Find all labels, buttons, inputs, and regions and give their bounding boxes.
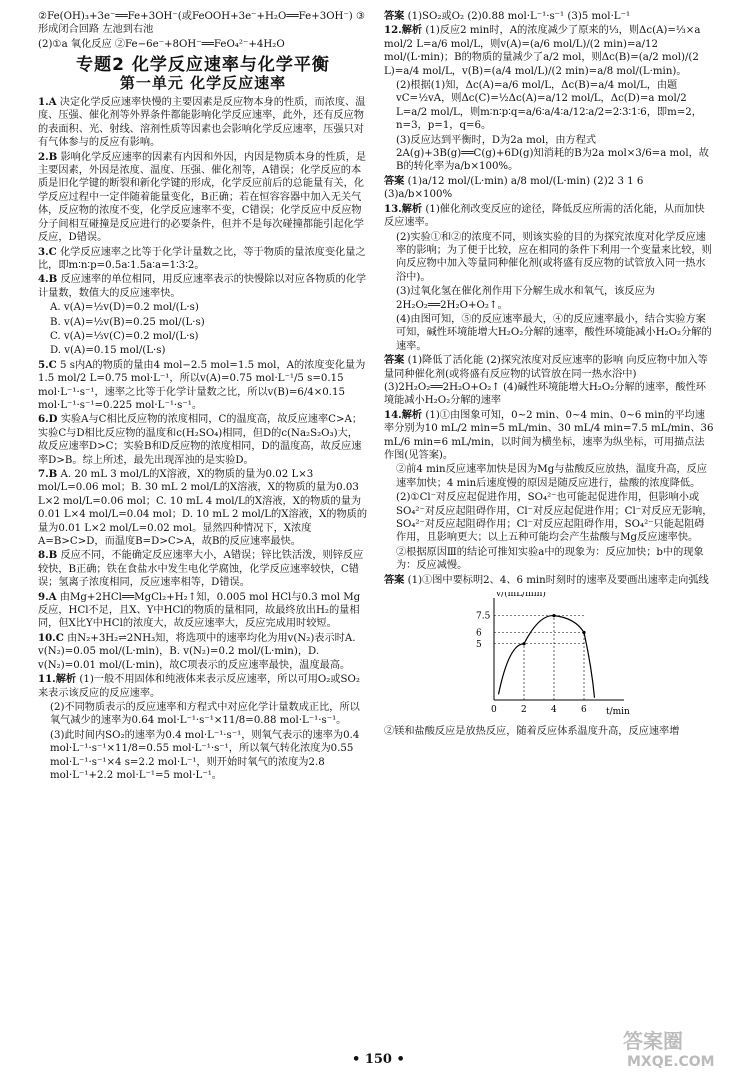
item-paragraph [38, 673, 368, 700]
item-paragraph [38, 549, 368, 589]
item-paragraph [38, 591, 368, 631]
x-tick-label: 0 [491, 705, 497, 716]
item-text: (1)一般不用固体和纯液体来表示反应速率，所以可用O₂或SO₂来表示该反应的反应速率。 [38, 674, 360, 699]
x-tick-label: 2 [521, 705, 527, 716]
x-tick-label: 6 [581, 705, 587, 716]
item-paragraph [384, 10, 714, 23]
item-paragraph [384, 491, 714, 545]
item-number: 答案 [384, 174, 405, 187]
item-text: 由Mg+2HCl══MgCl₂+H₂↑知，0.005 mol HCl与0.3 mol Mg反应，HCl不足，且X、Y中HCl的物质的量相同，故最终放出H₂的量相同，但X比Y中HCl的浓度大，故反应速率大，反应完成用时较短。 [38, 591, 361, 630]
item-paragraph [384, 546, 714, 573]
item-number: 14.解析 [384, 408, 423, 421]
page-number: • 150 • [352, 1052, 405, 1067]
item-paragraph [38, 359, 368, 413]
item-text: (1)催化剂改变反应的途径，降低反应所需的活化能，从而加快反应速率。 [384, 203, 705, 229]
item-paragraph [384, 285, 714, 312]
item-text: (1)反应2 min时，A的浓度减少了原来的⅓，则Δc(A)=⅓×a mol/2 L=a/6 mol/L，则v(A)=(a/6 mol/L)/(2 min)=a/12 mol/(L·min)；B的物质的量减少了a/2 mol，则Δc(B)=(a/2 mol)/(2 L)=a/4 mol/L，v(B)=(a/4 mol/L)/(2 min)=a/8 mol/(L·min)。 [384, 25, 701, 77]
item-paragraph [384, 574, 714, 587]
item-paragraph [384, 313, 714, 353]
data-point [582, 631, 585, 634]
item-number: 9.A [38, 590, 57, 603]
item-number: 答案 [384, 354, 405, 367]
item-text: B. v(A)=½v(B)=0.25 mol/(L·s) [50, 316, 205, 328]
item-list [384, 10, 714, 587]
item-list [38, 96, 368, 782]
item-paragraph [38, 729, 368, 783]
item-paragraph [384, 409, 714, 463]
item-paragraph [384, 175, 714, 202]
item-number: 5.C [38, 358, 57, 371]
item-number: 11.解析 [38, 673, 77, 686]
text-line: ②镁和盐酸反应是放热反应，随着反应体系温度升高，反应速率增 [384, 726, 680, 738]
item-text: (3)反应达到平衡时，D为2a mol，由方程式2A(g)+3B(g)══C(g)+6D(g)知消耗的B为2a mol×3/6=a mol，故B的转化率为a/b×100%。 [396, 134, 709, 173]
item-text: C. v(A)=⅓v(C)=0.2 mol/(L·s) [50, 330, 199, 342]
item-number: 1.A [38, 96, 57, 109]
x-tick-label: 4 [551, 705, 557, 716]
svg-text:MXQE.COM: MXQE.COM [627, 1054, 715, 1070]
item-paragraph [38, 330, 368, 343]
y-tick-label: 6 [476, 628, 482, 639]
item-paragraph [38, 468, 368, 548]
item-paragraph [384, 203, 714, 230]
item-paragraph [38, 301, 368, 314]
item-number: 答案 [384, 10, 405, 22]
item-text: (1)降低了活化能 (2)探究浓度对反应速率的影响 向反应物中加入等量同种催化剂(或将盛有反应物的试管放在同一热水浴中) (3)2H₂O₂══2H₂O+O₂↑ (4)碱性环境能增大H₂O₂分解的速率，酸性环境能减小H₂O₂分解的速率 [384, 355, 708, 407]
section-title: 第一单元 化学反应速率 [119, 73, 287, 92]
item-paragraph [384, 134, 714, 174]
item-text: ②前4 min反应速率加快是因为Mg与盐酸反应放热，温度升高，反应速率加快；4 min后速度慢的原因是随反应进行，盐酸的浓度降低。 [396, 464, 708, 489]
item-paragraph [38, 151, 368, 245]
item-paragraph [384, 231, 714, 285]
item-text: (1)①图中要标明2、4、6 min时刻时的速率及要画出速率走向弧线 [407, 574, 709, 586]
item-paragraph [384, 463, 714, 490]
item-text: A. 20 mL 3 mol/L的X溶液，X的物质的量为0.02 L×3 mol/L=0.06 mol；B. 30 mL 2 mol/L的X溶液，X的物质的量为0.03 L×2 mol/L=0.06 mol；C. 10 mL 4 mol/L的X溶液，X的物质的量为0.01 L×4 mol/L=0.04 mol；D. 10 mL 2 mol/L的X溶液，X的物质的量为0.01 L×2 mol/L=0.02 mol。显然四种情况下，X浓度A=B>C>D，而温度B=D>C>A，故B的反应速率最快。 [38, 469, 368, 548]
item-number: 12.解析 [384, 24, 423, 37]
watermark-logo [617, 1022, 732, 1072]
item-text: ②根据原因Ⅲ的结论可推知实验a中的现象为：反应加快；b中的现象为：反应减慢。 [396, 546, 704, 572]
item-paragraph [38, 344, 368, 357]
item-text: (1)①由图象可知，0~2 min、0~4 min、0~6 min的平均速率分别为10 mL/2 min=5 mL/min、30 mL/4 min=7.5 mL/min、36 mL/6 min=6 mL/min，以时间为横坐标，速率为纵坐标，可用描点法作图(见答案)。 [384, 409, 714, 461]
y-tick-label: 5 [476, 639, 482, 650]
text-line: ②Fe(OH)₃+3e⁻══Fe+3OH⁻(或FeOOH+3e⁻+H₂O══Fe+3OH⁻) ③形成闭合回路 左池到右池 [38, 11, 366, 36]
item-number: 2.B [38, 150, 58, 163]
item-text: (3)过氧化氢在催化剂作用下分解生成水和氧气，该反应为2H₂O₂══2H₂O+O₂↑。 [396, 286, 655, 311]
rate-chart [464, 592, 634, 717]
right-column [384, 10, 714, 740]
item-paragraph [38, 96, 368, 150]
item-text: (1)SO₂或O₂ (2)0.88 mol·L⁻¹·s⁻¹ (3)5 mol·L⁻¹ [407, 11, 631, 22]
item-paragraph [384, 24, 714, 78]
data-point [522, 642, 525, 645]
y-axis-label: v/(mL/min) [496, 592, 546, 600]
rate-curve [499, 616, 595, 698]
item-text: (3)此时间内SO₂的速率为0.4 mol·L⁻¹·s⁻¹，则氧气表示的速率为0.4 mol·L⁻¹·s⁻¹×11/8=0.55 mol·L⁻¹·s⁻¹，所以氧气转化浓度为0.55 mol·L⁻¹·s⁻¹×4 s=2.2 mol·L⁻¹，则开始时氧气的浓度为2.8 mol·L⁻¹+2.2 mol·L⁻¹=5 mol·L⁻¹。 [50, 729, 360, 781]
page-title: 专题2 化学反应速率与化学平衡 [76, 55, 330, 76]
item-paragraph [38, 701, 368, 728]
item-text: 反应速率的单位相同，用反应速率表示的快慢除以对应各物质的化学计量数，数值大的反应速率快。 [38, 274, 367, 299]
item-text: 实验A与C相比反应物的浓度相同，C的温度高，故反应速率C>A；实验C与D相比反应物的温度和c(H₂SO₄)相同，但D的c(Na₂S₂O₃)大，故反应速率D>C；实验B和D反应物的浓度相同，D的温度高，故反应速率D>B。综上所述，最先出现浑浊的是实验D。 [38, 414, 363, 466]
item-text: (2)不同物质表示的反应速率和方程式中对应化学计量数成正比，所以氧气减少的速率为0.64 mol·L⁻¹·s⁻¹×11/8=0.88 mol·L⁻¹·s⁻¹。 [50, 701, 360, 727]
item-paragraph [38, 246, 368, 273]
item-number: 答案 [384, 573, 405, 586]
left-column [38, 10, 368, 783]
svg-text:答案圈: 答案圈 [623, 1029, 683, 1053]
item-paragraph [38, 632, 368, 672]
item-paragraph [384, 79, 714, 133]
item-text: (2)实验①和②的浓度不同，则该实验的目的为探究浓度对化学反应速率的影响；为了便于比较，应在相同的条件下利用一个变量来比较，则向反应物中加入等量同种催化剂(或将盛有反应物的试管放入同一热水浴中)。 [396, 231, 712, 283]
item-text: (1)a/12 mol/(L·min) a/8 mol/(L·min) (2)2 3 1 6 (3)a/b×100% [384, 175, 644, 201]
item-text: D. v(A)=0.15 mol/(L·s) [50, 345, 166, 357]
y-tick-label: 7.5 [476, 611, 491, 622]
item-text: 5 s内A的物质的量由4 mol−2.5 mol=1.5 mol，A的浓度变化量为1.5 mol/2 L=0.75 mol·L⁻¹，所以v(A)=0.75 mol·L⁻¹/5 s=0.15 mol·L⁻¹·s⁻¹，速率之比等于化学计量数之比，所以v(B)=6/4×0.15 mol·L⁻¹·s⁻¹=0.225 mol·L⁻¹·s⁻¹。 [38, 359, 366, 411]
item-number: 4.B [38, 273, 58, 286]
item-text: 反应不同，不能确定反应速率大小，A错误；锌比铁活泼，则锌反应较快，B正确；铁在食盐水中发生电化学腐蚀，化学反应速率较快，C错误；氢离子浓度相同，反应速率相等，D错误。 [38, 550, 364, 589]
item-number: 13.解析 [384, 202, 423, 215]
item-number: 8.B [38, 549, 58, 562]
item-text: A. v(A)=½v(D)=0.2 mol/(L·s) [50, 302, 199, 314]
item-paragraph [38, 413, 368, 467]
item-text: 由N₂+3H₂⇌2NH₃知，将选项中的速率均化为用v(N₂)表示时A. v(N₂)=0.05 mol/(L·min)，B. v(N₂)=0.2 mol/(L·min)，D. v(N₂)=0.01 mol/(L·min)，故C项表示的反应速率最快，温度最高。 [38, 632, 356, 671]
item-number: 7.B [38, 468, 58, 480]
item-paragraph [38, 316, 368, 329]
item-paragraph [38, 273, 368, 300]
text-line: (2)①a 氧化反应 ②Fe−6e⁻+8OH⁻══FeO₄²⁻+4H₂O [38, 38, 285, 50]
item-text: (4)由图可知，⑤的反应速率最大，④的反应速率最小，结合实验方案可知，碱性环境能增大H₂O₂分解的速率，酸性环境能减小H₂O₂分解的速率。 [396, 313, 712, 352]
x-axis-label: t/min [606, 707, 630, 718]
item-text: (2)根据(1)知，Δc(A)=a/6 mol/L，Δc(B)=a/4 mol/L，由题vC=½vA，则Δc(C)=½Δc(A)=a/12 mol/L，Δc(D)=a mol/2 L=a/2 mol/L，则m∶n∶p∶q=a/6∶a/4∶a/12∶a/2=2∶3∶1∶6，即m=2，n=3，p=1，q=6。 [396, 80, 702, 132]
data-point [552, 614, 555, 617]
item-paragraph [384, 354, 714, 408]
item-text: 影响化学反应速率的因素有内因和外因，内因是物质本身的性质，是主要因素，外因是浓度、温度、压强、催化剂等，A错误；化学反应的本质是旧化学键的断裂和新化学键的形成，化学反应前后的总能量有关，化学反应过程中一定伴随着能量变化，B正确；若在恒容容器中加入无关气体，反应物的浓度不变，化学反应速率不变，C错误；化学反应中反应物分子间相互碰撞是反应进行的必要条件，但并不是每次碰撞都能引起化学反应，D错误。 [38, 151, 367, 244]
item-text: (2)①Cl⁻对反应起促进作用，SO₄²⁻也可能起促进作用，但影响小或SO₄²⁻对反应起阻碍作用，Cl⁻对反应起促进作用；Cl⁻对反应无影响，SO₄²⁻对反应起阻碍作用；Cl⁻对反应起阻碍作用，SO₄²⁻只能起阻碍作用，且影响更大；以上五种可能均会产生盐酸与Mg反应速率快。 [396, 492, 713, 544]
item-number: 10.C [38, 631, 64, 644]
item-text: 决定化学反应速率快慢的主要因素是反应物本身的性质，而浓度、温度、压强、催化剂等外界条件都能影响化学反应速率，此外，还有反应物的表面积、光、射线、溶剂性质等因素也会影响化学反应速率，压强只对有气体参与的反应有影响。 [38, 97, 366, 149]
item-number: 3.C [38, 245, 57, 258]
item-text: 化学反应速率之比等于化学计量数之比，等于物质的量浓度变化量之比，即m∶n∶p=0.5a∶1.5a∶a=1∶3∶2。 [38, 246, 366, 271]
item-number: 6.D [38, 413, 58, 426]
